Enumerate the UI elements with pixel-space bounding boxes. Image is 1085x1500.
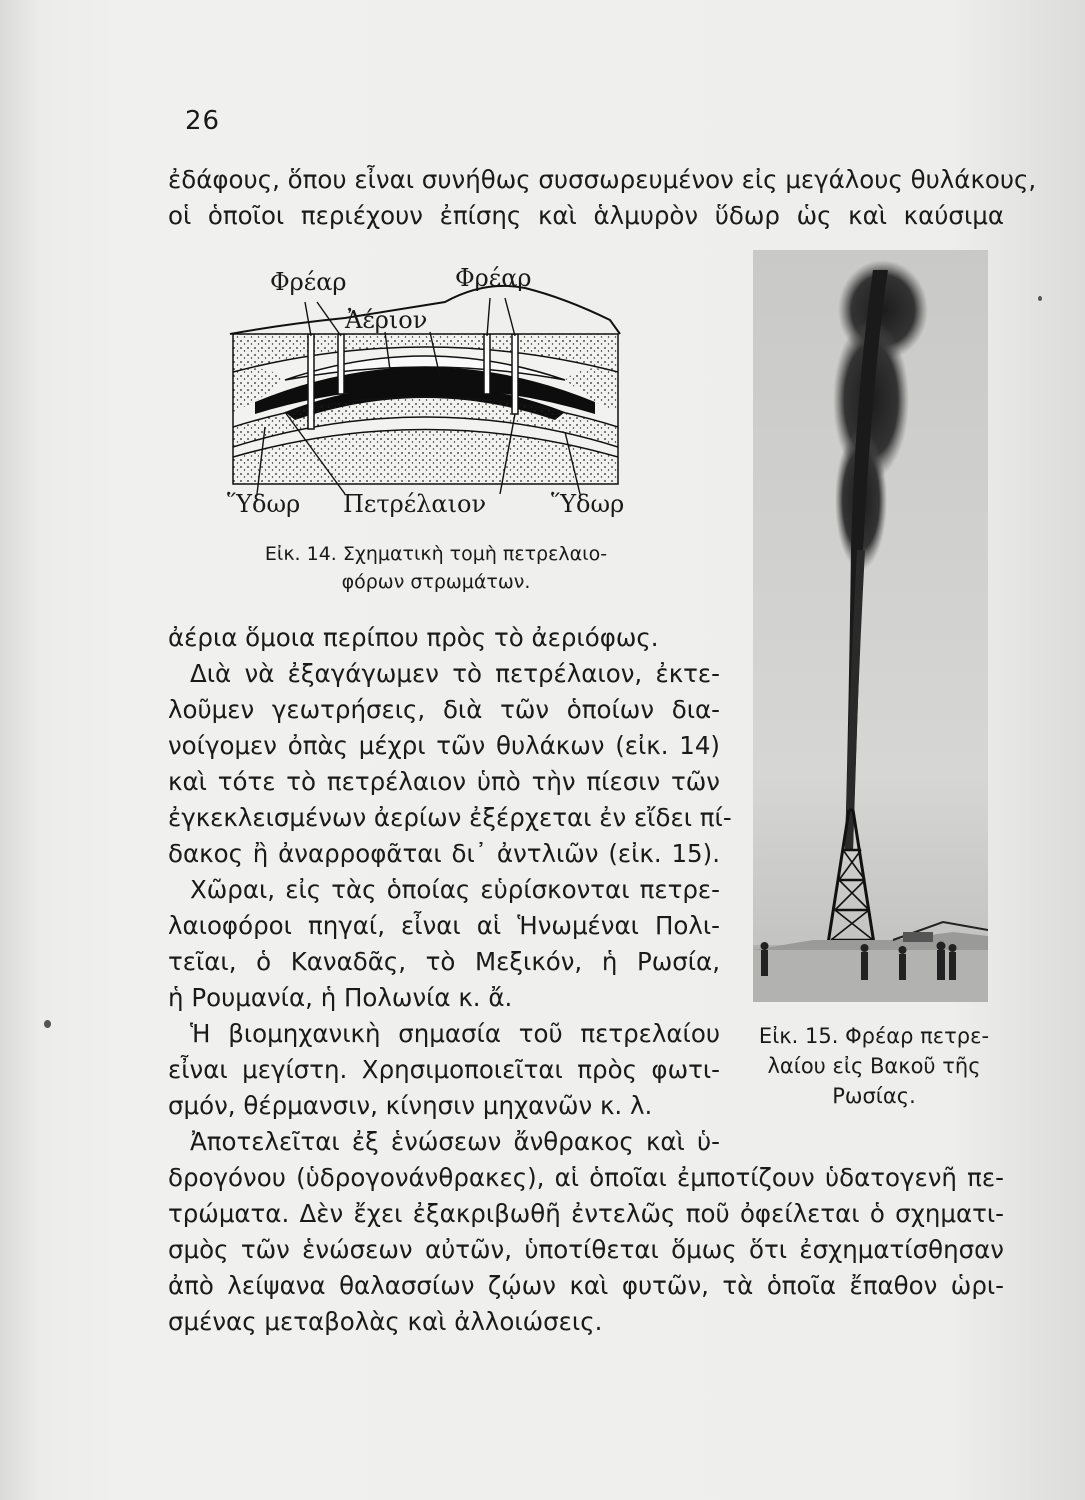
body-line: σμὸς τῶν ἑνώσεων αὐτῶν, ὑποτίθεται ὅμως ὅτι ἐσχηματίσθησαν	[168, 1235, 1004, 1264]
body-line: σμόν, θέρμανσιν, κίνησιν μηχανῶν κ. λ.	[168, 1091, 653, 1120]
body-line: λαιοφόροι πηγαί, εἶναι αἱ Ἡνωμέναι Πολι-	[168, 911, 720, 940]
figure-14-oil-strata-diagram	[225, 262, 635, 522]
paper-speck	[44, 1020, 51, 1028]
body-line: Ἀποτελεῖται ἐξ ἑνώσεων ἄνθρακος καὶ ὑ-	[190, 1127, 720, 1156]
label-water-left: Ὕδωρ	[227, 490, 301, 518]
body-line: ἀπὸ λείψανα θαλασσίων ζῴων καὶ φυτῶν, τὰ ὁποῖα ἔπαθον ὡρι-	[168, 1271, 1004, 1300]
body-line: τεῖαι, ὁ Καναδᾶς, τὸ Μεξικόν, ἡ Ρωσία,	[168, 947, 720, 976]
label-oil: Πετρέλαιον	[343, 490, 487, 518]
gusher-photo-drawing	[753, 250, 988, 1002]
body-line: ἡ Ρουμανία, ἡ Πολωνία κ. ἄ.	[168, 983, 513, 1012]
figure-15-caption-line: Ρωσίας.	[832, 1084, 916, 1108]
intro-line: ἐδάφους, ὅπου εἶναι συνήθως συσσωρευμένον εἰς μεγάλους θυλάκους,	[168, 165, 1037, 194]
body-line: δακος ἢ ἀναρροφᾶται δι᾿ ἀντλιῶν (εἰκ. 15).	[168, 839, 720, 868]
figure-14-caption-line: φόρων στρωμάτων.	[341, 571, 531, 593]
label-well-left: Φρέαρ	[270, 268, 347, 296]
figure-15-oil-gusher-photo	[753, 250, 988, 1002]
body-line: Ἡ βιομηχανικὴ σημασία τοῦ πετρελαίου	[190, 1019, 720, 1048]
body-line: Διὰ νὰ ἐξαγάγωμεν τὸ πετρέλαιον, ἐκτε-	[190, 659, 720, 688]
label-water-right: Ὕδωρ	[551, 490, 625, 518]
body-line: λοῦμεν γεωτρήσεις, διὰ τῶν ὁποίων δια-	[168, 695, 720, 724]
body-line: τρώματα. Δὲν ἔχει ἐξακριβωθῆ ἐντελῶς ποῦ ὀφείλεται ὁ σχηματι-	[168, 1199, 1004, 1228]
body-line: ἐγκεκλεισμένων ἀερίων ἐξέρχεται ἐν εἴδει πί-	[168, 803, 732, 832]
body-line: καὶ τότε τὸ πετρέλαιον ὑπὸ τὴν πίεσιν τῶν	[168, 767, 720, 796]
body-line: νοίγομεν ὀπὰς μέχρι τῶν θυλάκων (εἰκ. 14)	[168, 731, 720, 760]
intro-line: οἱ ὁποῖοι περιέχουν ἐπίσης καὶ ἁλμυρὸν ὕδωρ ὡς καὶ καύσιμα	[168, 201, 1004, 230]
figure-14-caption-line: Εἰκ. 14. Σχηματικὴ τομὴ πετρελαιο-	[264, 543, 608, 565]
paper-speck	[1038, 296, 1042, 301]
body-line: Χῶραι, εἰς τὰς ὁποίας εὑρίσκονται πετρε-	[190, 875, 720, 904]
body-line: εἶναι μεγίστη. Χρησιμοποιεῖται πρὸς φωτι-	[168, 1055, 720, 1084]
strata-drawing	[225, 262, 635, 522]
page-number: 26	[185, 106, 221, 136]
body-line: δρογόνου (ὑδρογονάνθρακες), αἱ ὁποῖαι ἐμποτίζουν ὑδατογενῆ πε-	[168, 1163, 1004, 1192]
body-line: σμένας μεταβολὰς καὶ ἀλλοιώσεις.	[168, 1307, 603, 1336]
figure-15-caption-line: Εἰκ. 15. Φρέαρ πετρε-	[758, 1024, 990, 1048]
label-well-right: Φρέαρ	[455, 264, 532, 292]
body-line: ἀέρια ὅμοια περίπου πρὸς τὸ ἀεριόφως.	[168, 623, 659, 652]
figure-15-caption-line: λαίου εἰς Βακοῦ τῆς	[767, 1054, 981, 1078]
label-gas: Ἀέριον	[345, 306, 428, 334]
